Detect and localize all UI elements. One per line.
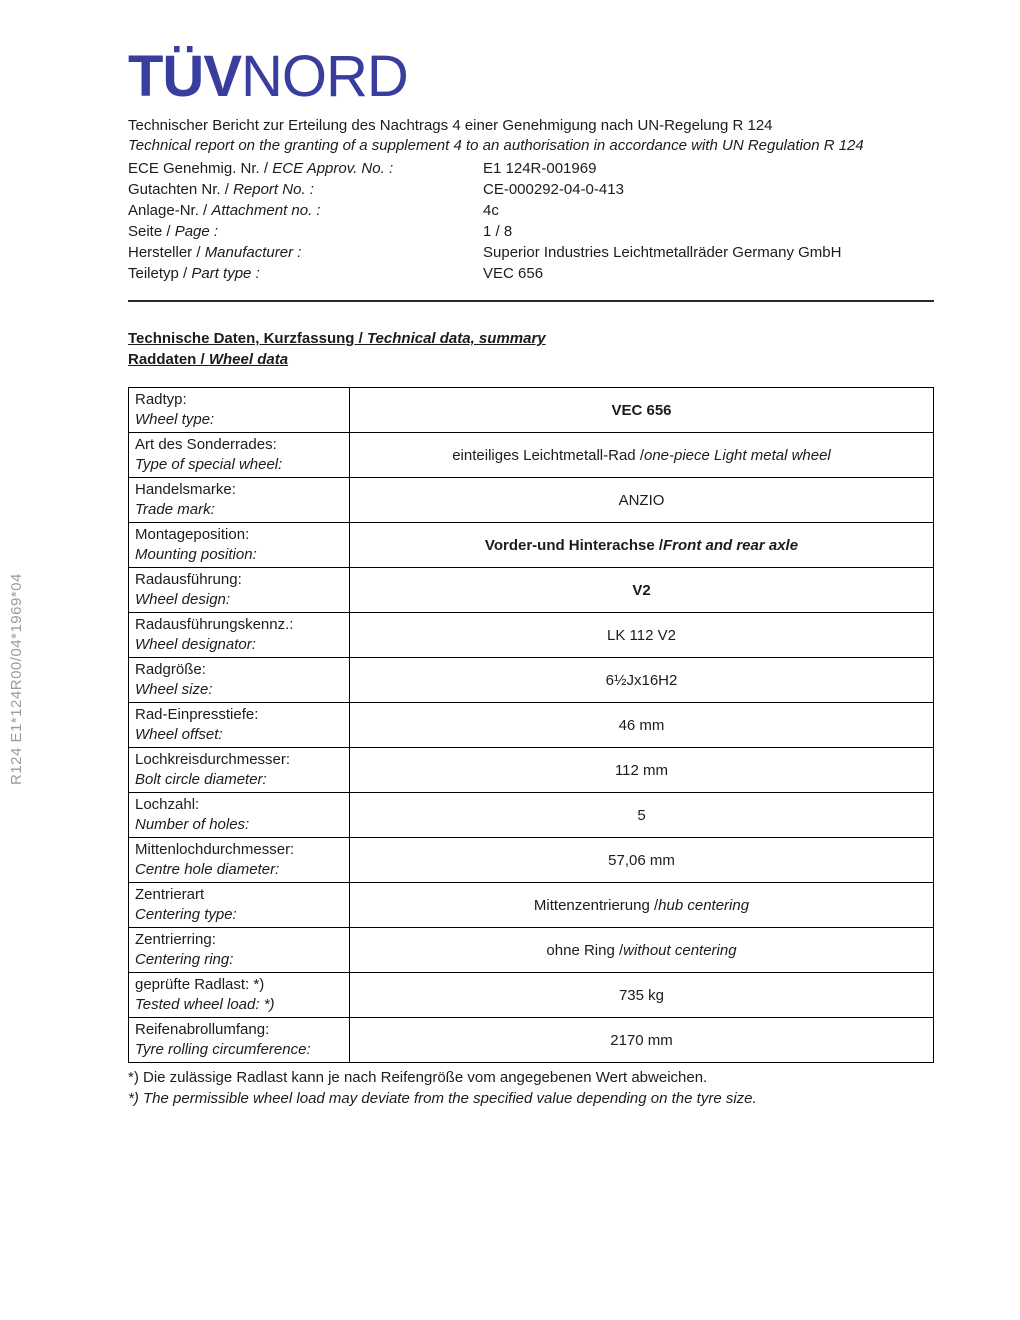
field-label-en: ECE Approv. No. : xyxy=(272,160,394,177)
row-label-de: Reifenabrollumfang: xyxy=(135,1021,270,1038)
row-value-en: without centering xyxy=(623,941,737,959)
tuv-nord-logo xyxy=(128,44,934,109)
table-row-wheel-design xyxy=(129,568,933,613)
row-label-en: Tyre rolling circumference: xyxy=(135,1041,311,1058)
field-label xyxy=(128,221,483,242)
row-value-main: 5 xyxy=(637,806,646,824)
row-value-main: ohne Ring / xyxy=(546,941,624,959)
row-label-de: Lochzahl: xyxy=(135,796,200,813)
field-label-de: Anlage-Nr. / xyxy=(128,202,212,219)
section-heading-de: Technische Daten, Kurzfassung / xyxy=(128,330,367,347)
row-value xyxy=(350,388,933,432)
row-label-en: Centering ring: xyxy=(135,951,234,968)
field-label-de: Hersteller / xyxy=(128,244,205,261)
row-label-en: Wheel offset: xyxy=(135,726,223,743)
table-row-special-wheel-type xyxy=(129,433,933,478)
field-label-de: Teiletyp / xyxy=(128,265,192,282)
row-value-main: 57,06 mm xyxy=(608,851,675,869)
wheel-data-table xyxy=(128,387,934,1063)
row-label xyxy=(129,883,350,927)
row-label xyxy=(129,613,350,657)
row-label xyxy=(129,523,350,567)
table-row-mounting-position xyxy=(129,523,933,568)
field-label-de: ECE Genehmig. Nr. / xyxy=(128,160,273,177)
field-label-de: Gutachten Nr. / xyxy=(128,181,234,198)
row-label-en: Wheel type: xyxy=(135,411,215,428)
row-value xyxy=(350,523,933,567)
row-label-de: Mittenlochdurchmesser: xyxy=(135,841,295,858)
row-label xyxy=(129,928,350,972)
table-row-wheel-designator xyxy=(129,613,933,658)
row-label-de: Art des Sonderrades: xyxy=(135,436,277,453)
section-heading-technical-data xyxy=(128,328,934,349)
table-row-bolt-circle-diameter xyxy=(129,748,933,793)
row-label-de: Radausführungskennz.: xyxy=(135,616,294,633)
row-value xyxy=(350,973,933,1017)
header-divider xyxy=(128,300,934,302)
row-value-main: Vorder-und Hinterachse / xyxy=(484,536,664,554)
row-label-de: geprüfte Radlast: *) xyxy=(135,976,265,993)
row-label-de: Radgröße: xyxy=(135,661,206,678)
row-label-de: Lochkreisdurchmesser: xyxy=(135,751,291,768)
table-row-centering-type xyxy=(129,883,933,928)
row-label xyxy=(129,433,350,477)
row-label-en: Centre hole diameter: xyxy=(135,861,280,878)
section-heading-wheel-data xyxy=(128,349,934,370)
row-value xyxy=(350,748,933,792)
row-value xyxy=(350,1018,933,1062)
row-value xyxy=(350,433,933,477)
footnote-en: *) The permissible wheel load may deviate from the specified value depending on the tyre size. xyxy=(128,1090,757,1107)
row-value-en: one-piece Light metal wheel xyxy=(643,446,831,464)
row-label-en: Wheel designator: xyxy=(135,636,256,653)
logo-tuv-text: TÜV xyxy=(128,44,241,109)
document-page xyxy=(128,44,934,1109)
row-label-en: Number of holes: xyxy=(135,816,250,833)
field-row-attachment-no xyxy=(128,200,934,221)
field-label xyxy=(128,179,483,200)
table-row-centre-hole-diameter xyxy=(129,838,933,883)
row-label-de: Handelsmarke: xyxy=(135,481,236,498)
field-value-report-no: CE-000292-04-0-413 xyxy=(483,181,624,198)
report-title-de: Technischer Bericht zur Erteilung des Nachtrags 4 einer Genehmigung nach UN-Regelung R 124 xyxy=(128,117,773,134)
row-label-de: Rad-Einpresstiefe: xyxy=(135,706,259,723)
row-label xyxy=(129,703,350,747)
row-value xyxy=(350,703,933,747)
header-fields xyxy=(128,158,934,284)
row-value-main: 6½Jx16H2 xyxy=(605,671,678,689)
field-value-page: 1 / 8 xyxy=(483,223,513,240)
row-label-de: Radausführung: xyxy=(135,571,242,588)
field-row-ece-approval xyxy=(128,158,934,179)
row-label xyxy=(129,973,350,1017)
row-value-main: ANZIO xyxy=(618,491,665,509)
row-label xyxy=(129,1018,350,1062)
row-label-en: Type of special wheel: xyxy=(135,456,283,473)
row-label xyxy=(129,838,350,882)
row-label xyxy=(129,478,350,522)
row-value xyxy=(350,478,933,522)
row-label-en: Trade mark: xyxy=(135,501,215,518)
logo-nord-text: NORD xyxy=(241,44,408,109)
row-label-en: Wheel design: xyxy=(135,591,231,608)
row-label xyxy=(129,748,350,792)
row-value-main: V2 xyxy=(632,581,651,599)
row-value-main: 46 mm xyxy=(618,716,665,734)
footnote-de: *) Die zulässige Radlast kann je nach Reifengröße vom angegebenen Wert abweichen. xyxy=(128,1069,708,1086)
field-value-part-type: VEC 656 xyxy=(483,265,544,282)
field-row-report-no xyxy=(128,179,934,200)
row-label-en: Tested wheel load: *) xyxy=(135,996,275,1013)
field-label-en: Manufacturer : xyxy=(204,244,302,261)
section-heading-en: Wheel data xyxy=(208,351,289,368)
row-value-main: 735 kg xyxy=(618,986,665,1004)
table-row-wheel-offset xyxy=(129,703,933,748)
row-label xyxy=(129,658,350,702)
field-label xyxy=(128,242,483,263)
field-row-page xyxy=(128,221,934,242)
row-label-en: Wheel size: xyxy=(135,681,213,698)
table-row-number-of-holes xyxy=(129,793,933,838)
table-row-wheel-size xyxy=(129,658,933,703)
side-reference-text: R124 E1*124R00/04*1969*04 xyxy=(8,573,25,785)
row-value-en: hub centering xyxy=(658,896,750,914)
row-value xyxy=(350,568,933,612)
report-title xyxy=(128,116,928,156)
table-row-trade-mark xyxy=(129,478,933,523)
row-value-main: VEC 656 xyxy=(611,401,672,419)
footnotes xyxy=(128,1067,934,1109)
row-label xyxy=(129,568,350,612)
field-label-en: Report No. : xyxy=(233,181,314,198)
field-label xyxy=(128,158,483,179)
row-value-main: 2170 mm xyxy=(610,1031,673,1049)
row-label xyxy=(129,793,350,837)
table-row-tested-wheel-load xyxy=(129,973,933,1018)
section-heading-en: Technical data, summary xyxy=(366,330,546,347)
row-label-de: Radtyp: xyxy=(135,391,187,408)
report-title-en: Technical report on the granting of a supplement 4 to an authorisation in accordance with UN Regulation R 124 xyxy=(128,137,864,154)
row-label-en: Mounting position: xyxy=(135,546,257,563)
row-label-de: Zentrierring: xyxy=(135,931,216,948)
table-row-centering-ring xyxy=(129,928,933,973)
row-label-en: Bolt circle diameter: xyxy=(135,771,267,788)
row-label-de: Montageposition: xyxy=(135,526,250,543)
row-value xyxy=(350,838,933,882)
row-value-main: Mittenzentrierung / xyxy=(533,896,659,914)
row-value xyxy=(350,928,933,972)
field-label xyxy=(128,263,483,284)
field-value-ece-approval: E1 124R-001969 xyxy=(483,160,597,177)
row-value xyxy=(350,658,933,702)
row-value-en: Front and rear axle xyxy=(663,536,799,554)
row-value-main: LK 112 V2 xyxy=(607,626,676,644)
field-label-en: Part type : xyxy=(191,265,260,282)
row-value xyxy=(350,793,933,837)
field-label-en: Attachment no. : xyxy=(211,202,321,219)
field-value-attachment-no: 4c xyxy=(483,202,499,219)
field-label-en: Page : xyxy=(174,223,219,240)
table-row-wheel-type xyxy=(129,388,933,433)
field-row-part-type xyxy=(128,263,934,284)
row-value xyxy=(350,613,933,657)
field-label xyxy=(128,200,483,221)
row-label xyxy=(129,388,350,432)
field-label-de: Seite / xyxy=(128,223,175,240)
row-label-en: Centering type: xyxy=(135,906,237,923)
row-value-main: 112 mm xyxy=(614,761,669,779)
row-label-de: Zentrierart xyxy=(135,886,205,903)
field-row-manufacturer xyxy=(128,242,934,263)
section-headings xyxy=(128,328,934,370)
field-value-manufacturer: Superior Industries Leichtmetallräder Germany GmbH xyxy=(483,244,842,261)
row-value xyxy=(350,883,933,927)
row-value-main: einteiliges Leichtmetall-Rad / xyxy=(452,446,644,464)
table-row-tyre-rolling-circumference xyxy=(129,1018,933,1062)
section-heading-de: Raddaten / xyxy=(128,351,209,368)
